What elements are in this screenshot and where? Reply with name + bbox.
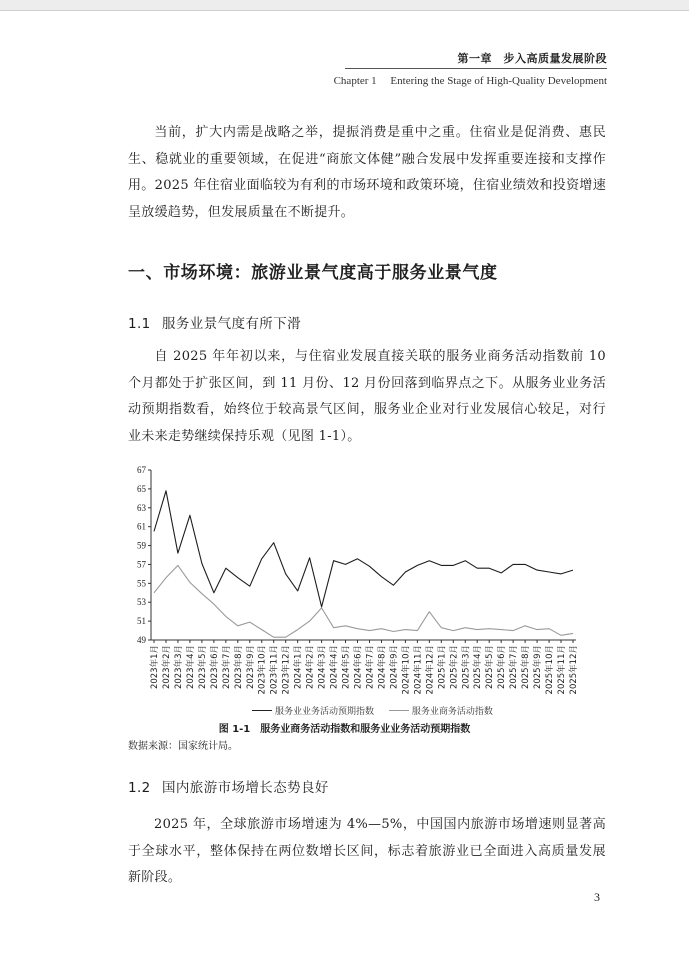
y-tick-label: 67 [137,465,146,475]
figure-caption [0,720,689,735]
section-heading: 一、市场环境：旅游业景气度高于服务业景气度 [128,263,498,283]
x-tick-label: 2023年1月 [150,645,160,690]
x-tick-label: 2024年2月 [305,645,316,690]
x-tick-label: 2023年9月 [245,645,256,690]
series-line-business-activity-index [154,565,573,637]
legend-item-business [389,704,493,717]
subsection-heading-2 [128,776,329,796]
x-tick-label: 2023年10月 [257,645,268,695]
y-tick-label: 53 [137,597,146,608]
x-tick-label: 2025年11月 [557,645,568,695]
x-tick-label: 2024年9月 [389,645,400,690]
legend-swatch-black [252,710,272,711]
intro-paragraph-text: 当前，扩大内需是战略之举，提振消费是重中之重。住宿业是促消费、惠民生、稳就业的重要领域，在促进“商旅文体健”融合发展中发挥重要连接和支撑作用。2025 年住宿业面临较为有利的市场环境和政策环境，住宿业绩效和投资增速呈放缓趋势，但发展质量在不断提升。 [128,125,606,220]
subsection-title: 国内旅游市场增长态势良好 [162,780,329,796]
series-line-expectation-index [154,491,573,607]
data-source-note: 数据来源：国家统计局。 [128,741,238,752]
x-tick-label: 2023年12月 [281,645,292,695]
x-tick-label: 2025年6月 [497,645,508,690]
subsection-heading-1 [128,312,301,332]
x-tick-label: 2024年7月 [365,645,376,690]
top-bar [0,0,689,11]
x-tick-label: 2025年4月 [473,645,484,690]
x-tick-label: 2024年5月 [341,645,352,690]
chart-legend [252,704,505,717]
x-tick-label: 2024年11月 [413,645,424,695]
y-tick-label: 57 [137,559,146,570]
subsection-title: 服务业景气度有所下滑 [162,316,301,332]
intro-paragraph [128,120,606,226]
x-tick-label: 2024年4月 [329,645,340,690]
y-tick-label: 65 [137,483,146,494]
figure-number: 图 1-1 [218,724,251,735]
paragraph-2 [128,812,606,892]
y-tick-label: 63 [137,502,146,513]
x-tick-label: 2023年7月 [221,645,232,690]
x-tick-label: 2023年3月 [173,645,184,690]
y-tick-label: 49 [137,635,146,645]
legend-label-expectation: 服务业业务活动预期指数 [275,707,375,717]
x-tick-label: 2025年2月 [449,645,460,690]
legend-swatch-gray [389,710,409,711]
figure-title: 服务业商务活动指数和服务业业务活动预期指数 [260,724,471,735]
subsection-number: 1.1 [128,316,151,332]
x-tick-label: 2025年1月 [437,645,448,690]
running-header-rule [345,68,607,69]
x-tick-label: 2025年3月 [461,645,472,690]
paragraph-1 [128,344,606,450]
y-tick-label: 61 [137,521,146,532]
x-tick-label: 2024年3月 [317,645,328,690]
x-tick-label: 2025年5月 [485,645,496,690]
x-tick-label: 2024年10月 [401,645,412,695]
x-tick-label: 2025年12月 [569,645,579,695]
paragraph-1-text: 自 2025 年年初以来，与住宿业发展直接关联的服务业商务活动指数前 10 个月都处于扩张区间，到 11 月份、12 月份回落到临界点之下。从服务业业务活动预期指数看，始终位于较高景气区间，服务业企业对行业发展信心较足，对行业未来走势继续保持乐观（见图 1-1）。 [128,349,606,444]
x-tick-label: 2023年5月 [197,645,208,690]
x-tick-label: 2025年10月 [545,645,556,695]
y-tick-label: 51 [137,616,146,627]
legend-item-expectation [252,704,374,717]
y-tick-label: 59 [137,540,146,551]
x-tick-label: 2023年11月 [269,645,280,695]
x-tick-label: 2025年7月 [509,645,520,690]
running-header-chapter-en: Chapter 1 Entering the Stage of High-Quality Development [333,75,607,87]
x-tick-label: 2023年4月 [185,645,196,690]
figure-1-1-line-chart [114,462,584,704]
x-tick-label: 2024年6月 [353,645,364,690]
x-tick-label: 2023年6月 [209,645,220,690]
x-tick-label: 2024年8月 [377,645,388,690]
x-tick-label: 2024年12月 [425,645,436,695]
paragraph-2-text: 2025 年，全球旅游市场增速为 4%—5%，中国国内旅游市场增速则显著高于全球水平，整体保持在两位数增长区间，标志着旅游业已全面进入高质量发展新阶段。 [128,817,606,885]
running-header-chapter-cn: 第一章 步入高质量发展阶段 [457,52,607,65]
y-tick-label: 55 [137,578,146,589]
legend-label-business: 服务业商务活动指数 [411,707,493,717]
x-tick-label: 2025年9月 [533,645,544,690]
x-tick-label: 2023年8月 [233,645,244,690]
page-number: 3 [594,890,600,904]
x-tick-label: 2023年2月 [161,645,172,690]
x-tick-label: 2024年1月 [293,645,304,690]
x-tick-label: 2025年8月 [521,645,532,690]
subsection-number: 1.2 [128,780,151,796]
